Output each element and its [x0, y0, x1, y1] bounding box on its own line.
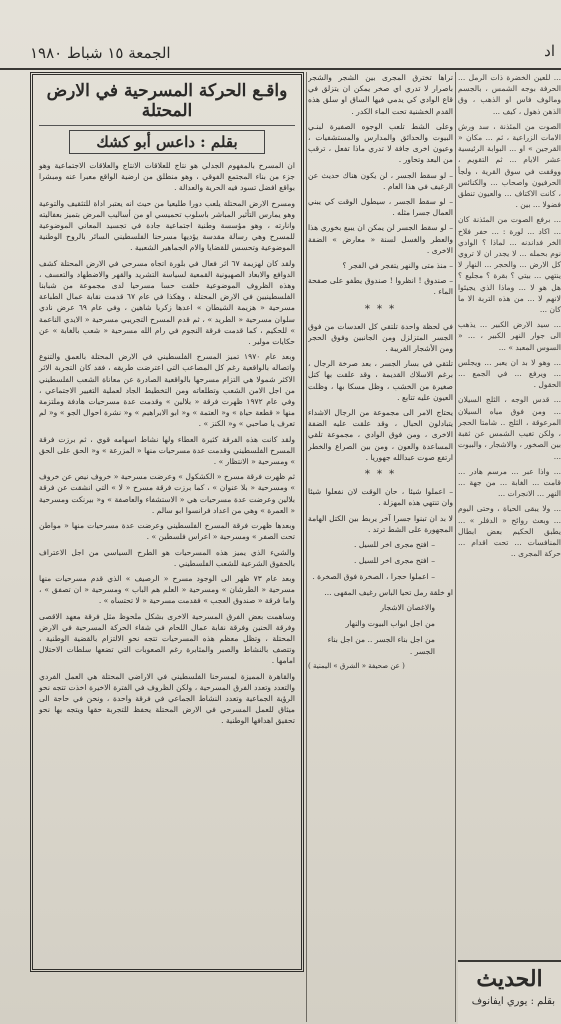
story-paragraph: – لو سقط الجسر لن يمكن ان يبيع بخوري هذا والعطر والغسل لسنة « معارض » الضفة الاخرى .	[308, 223, 453, 255]
story-paragraph: وعلى الشط تلعب الوجوه الصفيرة لبنـي البيوت والحدائق والمدارس والمستشفيات ، وعيون اخرى جافة لا تدري ماذا تفعل ، ترقب من البعد وتحاور .	[308, 121, 453, 165]
story-paragraph: ... وهو لا بد ان يعبر ... ويجلس ... ويرفع ... في الجمع ... الحقول .	[458, 357, 561, 390]
article-paragraph: والقاهرة المميزة لمسرحنا الفلسطيني في الاراضي المحتلة هي العمل الفردي والتعدد وتعدد الفرق المسرحية ، ولكن الظروف في الفترة الاخيرة اخذت تتجه نحو الرؤية الجماعية وتعدد النشاط الجماعي في فرقة واحدة ، ونحن في حاجة الى ميثاق للعمل المسرحي في الارض المحتلة يحفظ للتجربة حقها ويتجه بها نحو تحقيق اهدافها الوطنية .	[39, 671, 295, 726]
story-source: ( عن صحيفة « الشرق » اليمنية )	[308, 662, 405, 671]
poem-line: والاغصان الاشجار	[380, 603, 435, 613]
article-paragraph: ان المسرح بالمفهوم الجدلي هو نتاج للعلاقات الانتاج والعلاقات الاجتماعية وهو جزء من بناء المجتمع الفوقي ، وهو منطلق من ارضية الواقع معبرا عنه ومبشرا بواقع افضل تسود فيه الحرية والعدالة .	[39, 161, 295, 193]
feature-title: الحديث	[476, 966, 543, 992]
article-byline: بقلم : داعس أبو كشك	[69, 130, 265, 154]
story-paragraph: ... واذا عبر ... مرسم هادر ... قامت ... الغابة ... من جهة ... النهر ... الانجرات ...	[458, 466, 561, 499]
poem-line: من اجل بناء الجسر .. من اجل بناء الجسر .	[327, 635, 435, 657]
article-paragraph: وبعدها ظهرت فرقة المسرح الفلسطيني وعرضت عدة مسرحيات منها « مواطن تحت الصفر » ومسرحية « اعراس فلسطين » .	[39, 521, 295, 542]
story-paragraph: – اعملوا شيئا ، حان الوقت لان نفعلوا شيئا وان تنتهي هذه المهزلة .	[308, 487, 453, 508]
story-paragraph: في لحظة واحدة تلتقي كل العدسات من فوق الجسر المتزلزل ومن الجانبين وفوق الحجر ومن الأشجار القريبة .	[308, 321, 453, 354]
center-column-story	[308, 72, 453, 1022]
section-separator: * * *	[364, 469, 397, 481]
article-paragraph: وبعد عام ١٩٧٠ تميز المسرح الفلسطيني في الارض المحتلة بالعمق والتنوع واتصاله بالواقعية رغم كل المصاعب التي اعترضت طريقه ، فقد كان التجربة الاثر الاكثر شمولا هي التزام مسرحها بالواقعية الصادرة عن معاناة الشعب الفلسطيني من اجل الامن الشعب وتطلعاته ومن التخطيط الجاد لعملية التغيير الاجتماعي ، وفي عام ١٩٧٢ ظهرت فرقة « بلالين » وقدمت عدة مسرحيات هادفة وملتزمة منها « قطعة حياة » و« العتمة » و« ابو الابراهيم » و« نشرة احوال الجو » و« لم تعرف يا صاحبي » و« الكنز » .	[39, 352, 295, 429]
article-paragraph: ولقد كان لهزيمة ٦٧ اثر فعال في بلورة اتجاه مسرحي في الارض المحتلة كشف الدوافع والابعاد الصهيونية القمعية لسياسة التشريد والقهر والاضطهاد والتعسف ، وهذه الظروف الموضوعية خلقت حسا مسرحيا لدى مجموعة من شبابنا الفلسطينيين في الارض المحتلة ، وهكذا في عام ٦٧ قدمت نقابة عمال الطباعة مسرحية « هزيمة الشيطان » اعدها زكريا شاهين ، وفي عام ٦٩ عرض نادي سلوان مسرحية « الطريد » ، ثم قدم المسرح التجريبي مسرحية « الايدي الناعمة » للحكيم ، كما قدمت فرقة النجوم في رام الله مسرحية « شعب بالغابة » عن حكايات مولير .	[39, 258, 295, 347]
story-paragraph: ... للعين الخضرة ذات الرمل ... الحرفة بوجه الشمس ، بالجسم ومالوف فاس او الذهب ، وق الذهن ذهول ، كيف ...	[458, 73, 561, 116]
right-column-story	[458, 72, 561, 1022]
story-paragraph: – لو سقط الجسر ، لن يكون هناك حديث عن الرغيف في هذا العام .	[308, 170, 453, 191]
article-paragraph: وبعد عام ٧٣ ظهر الى الوجود مسرح « الرصيف » الذي قدم مسرحيات منها مسرحية « الطرشان » ومسرحية « العلم هم الباب » ومسرحية « ان تصفق » ، واما فرقة « صندوق العجب » فقدمت مسرحية « لا تحتساه » .	[39, 573, 295, 606]
masthead	[0, 40, 561, 70]
story-paragraph: تراها تخترق المجرى بين الشجر والشجر باصرار لا تدري اي صخر يمكن ان يتزلق في قاع الوادي كي يدمي فيها الساق او سلق هذه القدم الخشنية تحت الماء الكدر .	[308, 73, 453, 116]
article-body	[39, 160, 295, 727]
story-paragraph: يحتاج الامر الى مجموعة من الرجال الاشداء يتبادلون الحبال ، وقد علقت عليه الضفة الاخرى ، ومن فوق الوادي ، مجموعة تلقي المساعدة والعون ، ومن بين الصراع والخطر ارتفع صوت عبدالله جهوريا .	[308, 408, 453, 462]
bottom-right-feature	[458, 960, 561, 1024]
masthead-edge-text: اد	[544, 42, 555, 60]
poem-line: من اجل ابواب البيوت والنهار	[345, 619, 435, 629]
story-paragraph: تلتقي في بسار الجسر ، بعد صرخة الرجال ، برغم الاسلاك القديمة ، وقد علقت بها كتل صغيرة من الخشب ، وظل مسكا بها ، وظلت العيون عليه تتابع .	[308, 359, 453, 402]
story-paragraph: – منذ متى والنهر يتفجر في الفجر ؟	[342, 261, 453, 271]
column-divider	[455, 72, 456, 1022]
poem-line: – افتح مجرى اخر للسيل .	[354, 539, 435, 549]
issue-date: الجمعة ١٥ شباط ١٩٨٠	[30, 44, 171, 62]
article-paragraph: ومسرح الارض المحتلة يلعب دورا طليعيا من حيث انه يعتبر اداة للتثقيف والتوعية وهو يمارس التأثير المباشر باسلوب تحميسي او من أساليب المرض بتميز بعفاليته وانارته ، وهو مؤسسة وطنية اجتماعية جادة في تجسيد المعاني الموضوعية للمسرح وهي رسالة مقدسة يؤديها مسرحنا الفلسطيني السائر بالروح الوطنية الموضوعية وتحسس للقضايا والام الجماهير الشعبية .	[39, 198, 295, 253]
feature-byline: بقلم : يوري ايفانوف	[471, 996, 555, 1007]
story-paragraph: الصوت من المئذنة ، سد ورش الامات الزراعية ، ثم ... مكان « القرجين » او ... البوابة الرئيسية عشر الايام ... ثم التقويم ، ووقفت في سوق القرية ، ولجأ الحرفيون واصحاب ... والكنائس ، كانت الاكتاف ... والعيون تنطق فضولا ... بين .	[458, 121, 561, 210]
story-paragraph: ... قدس الوجه ، الثلج السيلان ... ومن فوق مياه السيلان المرعوقة ، الثلج .. شامتا الحجر ، ولكن تغيب الشمس عن ثقبة بين الصخور ، والاشجار ، والبيوت ...	[458, 395, 561, 461]
article-paragraph: ولقد كانت هذه الفرقة كثيرة العطاء ولها نشاط اسهامه قوي ، ثم برزت فرقة المسرح الفلسطيني وقدمت عدة مسرحيات منها « المزرعة » و« الحق على الحق » ومسرحية « الانتظار » .	[39, 434, 295, 467]
article-title: واقـع الحركة المسرحية في الارض المحتلة	[39, 81, 295, 126]
story-paragraph: – لو سقط الجسر ، سيطول الوقت كي يبني العمال جسرا مثله .	[308, 197, 453, 218]
story-paragraph: ... سيد الارض الكبير ... يذهب الى جوار النهر الكبير ، ... « السوس المعبد » ...	[458, 320, 561, 352]
article-paragraph: والشيء الذي يميز هذه المسرحيات هو الطرح السياسي من اجل الاعتراف بالحقوق الشرعية للشعب الفلسطيني .	[39, 547, 295, 568]
poem-line: – اعملوا حجرا ، الصخرة فوق الصخرة .	[312, 571, 435, 581]
story-paragraph: – صندوق ! انظروا ! صندوق يطفو على صفحة الماء .	[308, 276, 453, 297]
story-paragraph: ... برفع الصوت من المئذنة كان ... اكاد ... لورة : ... حفر فلاح الخر فداندنه ... لماذا ؟ الوادي نوم بحمله ... لا يجدر ان لا تروي كل الارض ... والحجر ... النهار لا ينتهي ... بيتي ؟ بقرة ؟ مجليع ؟ هل هو لا ... وماذا الذي يجيئوا لانهم لا ... من هذه التربة الا ما كان ...	[458, 215, 561, 315]
article-paragraph: وساهمت بعض الفرق المسرحية الاخرى بشكل ملحوظ مثل فرقة معهد الاقصى وفرقة الحنين وفرقة نقابة عمال اللحام في شقاء الحركة المسرحية في الارض المحتلة ، وتظل معظم هذه المسرحيات تتجه نحو الالتزام بالقضية الوطنية ، وتتصف بالنشاط والصبر والمثابرة رغم الصعوبات التي تضعها سلطات الاحتلال امامها .	[39, 611, 295, 666]
story-paragraph: ... ولا يبقى الحياة ، وحتى اليوم ... وبعث روائح « الدفلر » ... يطبق الحكيم بعض ابطال المنافسات ... تحت اقدام ... حركة المجرى ..	[458, 504, 561, 559]
story-paragraph: لا بد ان تبنوا جسرا آخر يربط بين الكتل الهامة المجهورة على الشط ترتد .	[308, 513, 453, 534]
section-separator: * * *	[364, 303, 397, 315]
main-article	[30, 72, 304, 972]
article-paragraph: ثم ظهرت فرقة مسرح « الكشكول » وعرضت مسرحية « خروف نيص عن خروف » ومسرحية « بلا عنوان » ، كما برزت فرقة مسرح « لا » التي انشقت عن فرقة بلالين وعرضت عدة مسرحيات هي « الاستشفاء والعاصفة » و« بيرنكت ومسرحية « العمرة » وهي من اعداد فرانسوا ابو سالم .	[39, 472, 295, 515]
poem-line: – افتح مجرى اخر للسيل .	[354, 555, 435, 565]
column-divider	[306, 72, 307, 1022]
story-paragraph: او خلقة رمل تحيا الباس رغيف المقهى ...	[324, 587, 453, 597]
